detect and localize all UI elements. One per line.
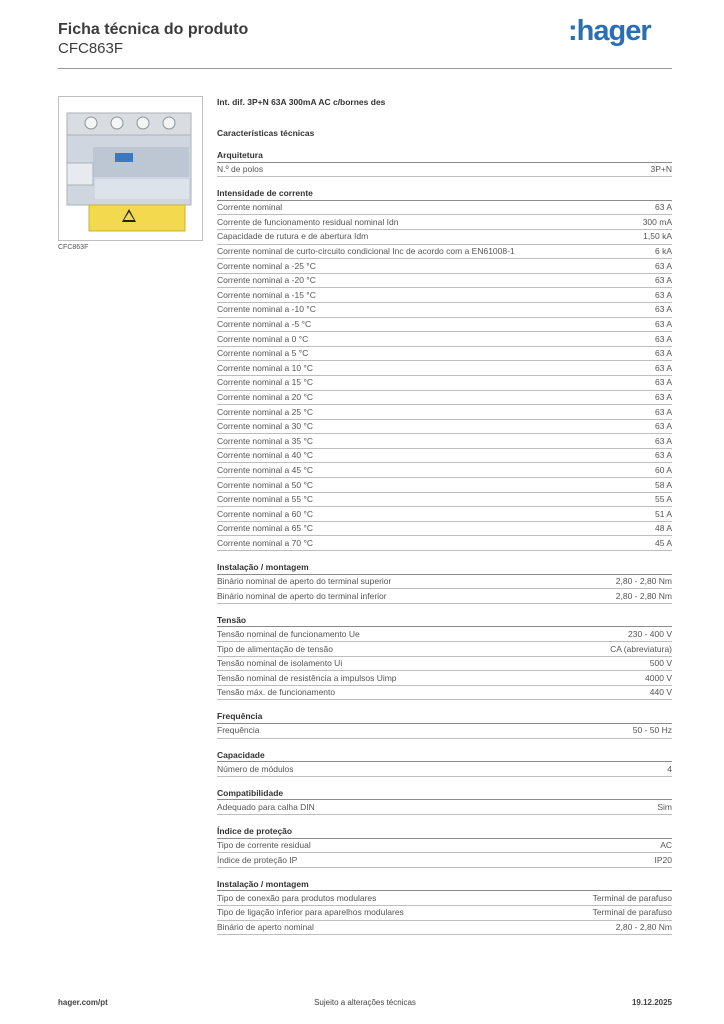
spec-label: Número de módulos [217,763,294,774]
spec-row [217,332,672,347]
spec-value: 63 A [654,333,672,344]
footer-disclaimer: Sujeito a alterações técnicas [314,998,416,1007]
spec-row [217,163,672,178]
spec-label: Corrente nominal a 55 °C [217,494,314,505]
spec-value: Terminal de parafuso [592,907,672,918]
spec-row [217,921,672,936]
spec-label: Adequado para calha DIN [217,801,315,812]
hager-logo: :hager [568,15,651,47]
section-title: Instalação / montagem [217,878,672,892]
header-divider [58,68,672,69]
spec-value: 3P+N [650,164,672,175]
spec-label: Corrente nominal a 30 °C [217,421,314,432]
spec-row [217,839,672,854]
spec-value: 2,80 - 2,80 Nm [615,922,672,932]
spec-label: Tipo de corrente residual [217,840,311,851]
spec-row [217,762,672,777]
spec-value: 63 A [654,377,672,388]
spec-row [217,853,672,868]
spec-value: 63 A [654,392,672,402]
section-title: Arquitetura [217,149,672,163]
spec-row [217,201,672,216]
spec-row [217,245,672,260]
spec-row [217,686,672,701]
spec-row [217,627,672,642]
spec-row [217,376,672,391]
spec-value: 2,80 - 2,80 Nm [615,590,672,601]
spec-label: Tipo de conexão para produtos modulares [217,892,377,903]
spec-row [217,318,672,333]
spec-label: Corrente nominal a -25 °C [217,260,316,271]
spec-value: 2,80 - 2,80 Nm [615,576,672,587]
spec-value: 440 V [649,687,672,698]
section-title: Tensão [217,614,672,628]
footer-website: hager.com/pt [58,998,108,1007]
spec-value: 500 V [649,658,672,669]
spec-label: Corrente nominal a 50 °C [217,479,314,490]
spec-value: 63 A [654,202,672,213]
spec-row [217,230,672,245]
spec-label: Índice de proteção IP [217,854,298,865]
spec-row [217,800,672,815]
spec-row [217,671,672,686]
product-illustration [59,97,202,240]
product-image [58,96,203,241]
spec-row [217,405,672,420]
spec-value: Sim [657,801,672,812]
spec-row [217,507,672,522]
spec-row [217,891,672,906]
spec-label: Corrente nominal a 20 °C [217,392,314,402]
spec-label: Tipo de alimentação de tensão [217,643,333,654]
spec-label: Tipo de ligação inferior para aparelhos modulares [217,907,404,918]
spec-value: 63 A [654,319,672,330]
spec-value: 48 A [654,523,672,534]
spec-section [217,825,672,868]
spec-value: 230 - 400 V [628,628,672,639]
spec-value: 63 A [654,450,672,461]
spec-label: Corrente nominal a 0 °C [217,333,309,344]
spec-value: 63 A [654,421,672,432]
product-image-caption: CFC863F [58,244,89,251]
spec-value: 60 A [654,464,672,475]
spec-value: 63 A [654,260,672,271]
spec-value: 63 A [654,406,672,417]
spec-label: Corrente nominal a -5 °C [217,319,312,330]
spec-label: Corrente nominal a 40 °C [217,450,314,461]
spec-row [217,906,672,921]
spec-label: Tensão nominal de resistência a impulsos Uimp [217,672,397,683]
spec-label: Corrente nominal a 70 °C [217,537,314,548]
spec-section [217,710,672,738]
spec-row [217,522,672,537]
spec-label: Corrente nominal a 45 °C [217,464,314,475]
spec-value: 63 A [654,362,672,373]
spec-label: Corrente nominal a -15 °C [217,289,316,300]
spec-section [217,614,672,701]
spec-label: Corrente nominal a 35 °C [217,435,314,446]
spec-label: Binário nominal de aperto do terminal inferior [217,590,387,601]
spec-row [217,391,672,406]
spec-label: Corrente nominal a -10 °C [217,304,316,315]
section-title: Índice de proteção [217,825,672,839]
spec-value: AC [660,840,672,851]
spec-value: 300 mA [642,216,672,227]
spec-sections [217,149,672,935]
product-code: CFC863F [58,40,124,57]
document-header [58,20,248,58]
spec-value: 63 A [654,304,672,315]
spec-section [217,187,672,551]
spec-row [217,434,672,449]
spec-value: CA (abreviatura) [610,643,672,654]
section-title: Instalação / montagem [217,561,672,575]
spec-label: Corrente nominal a -20 °C [217,275,316,286]
spec-label: Corrente nominal a 10 °C [217,362,314,373]
spec-row [217,493,672,508]
spec-section [217,787,672,815]
spec-label: Corrente nominal a 5 °C [217,348,309,359]
spec-section [217,561,672,604]
spec-row [217,724,672,739]
product-description: Int. dif. 3P+N 63A 300mA AC c/bornes des [217,97,386,107]
spec-row [217,536,672,551]
spec-table [217,96,672,945]
spec-label: Tensão nominal de isolamento Ui [217,658,343,669]
spec-value: 63 A [654,435,672,446]
spec-row [217,449,672,464]
spec-value: 51 A [654,508,672,519]
document-title: Ficha técnica do produto [58,21,249,38]
spec-label: N.º de polos [217,164,264,175]
spec-label: Corrente nominal a 60 °C [217,508,314,519]
spec-row [217,589,672,604]
spec-value: 1,50 kA [643,231,672,242]
spec-value: 63 A [654,275,672,286]
spec-row [217,259,672,274]
spec-row [217,478,672,493]
spec-value: IP20 [654,854,672,865]
section-title: Capacidade [217,749,672,763]
spec-row [217,274,672,289]
spec-value: 55 A [654,494,672,505]
spec-row [217,347,672,362]
spec-label: Capacidade de rutura e de abertura Idm [217,231,369,242]
spec-row [217,303,672,318]
spec-label: Binário nominal de aperto do terminal superior [217,576,392,587]
spec-row [217,420,672,435]
technical-heading: Características técnicas [217,128,315,138]
spec-value: 63 A [654,348,672,359]
spec-value: 4000 V [645,672,672,683]
spec-value: 50 - 50 Hz [632,725,672,736]
spec-label: Corrente nominal a 15 °C [217,377,314,388]
spec-value: Terminal de parafuso [592,892,672,903]
section-title: Frequência [217,710,672,724]
spec-label: Corrente nominal a 65 °C [217,523,314,534]
spec-row [217,288,672,303]
spec-label: Tensão máx. de funcionamento [217,687,336,698]
section-title: Intensidade de corrente [217,187,672,201]
spec-row [217,657,672,672]
spec-row [217,215,672,230]
footer-date: 19.12.2025 [631,998,672,1007]
spec-row [217,463,672,478]
spec-label: Corrente de funcionamento residual nominal Idn [217,216,399,227]
spec-row [217,575,672,590]
spec-label: Binário de aperto nominal [217,922,314,932]
spec-section [217,749,672,777]
spec-label: Tensão nominal de funcionamento Ue [217,628,360,639]
spec-row [217,642,672,657]
section-title: Compatibilidade [217,787,672,801]
spec-value: 58 A [654,479,672,490]
spec-label: Corrente nominal a 25 °C [217,406,314,417]
spec-section [217,149,672,177]
spec-section [217,878,672,935]
spec-value: 6 kA [654,246,672,257]
spec-value: 45 A [654,537,672,548]
spec-value: 4 [667,763,672,774]
spec-label: Corrente nominal [217,202,283,213]
spec-value: 63 A [654,289,672,300]
spec-label: Frequência [217,725,260,736]
spec-row [217,361,672,376]
spec-label: Corrente nominal de curto-circuito condicional Inc de acordo com a EN61008-1 [217,246,515,257]
